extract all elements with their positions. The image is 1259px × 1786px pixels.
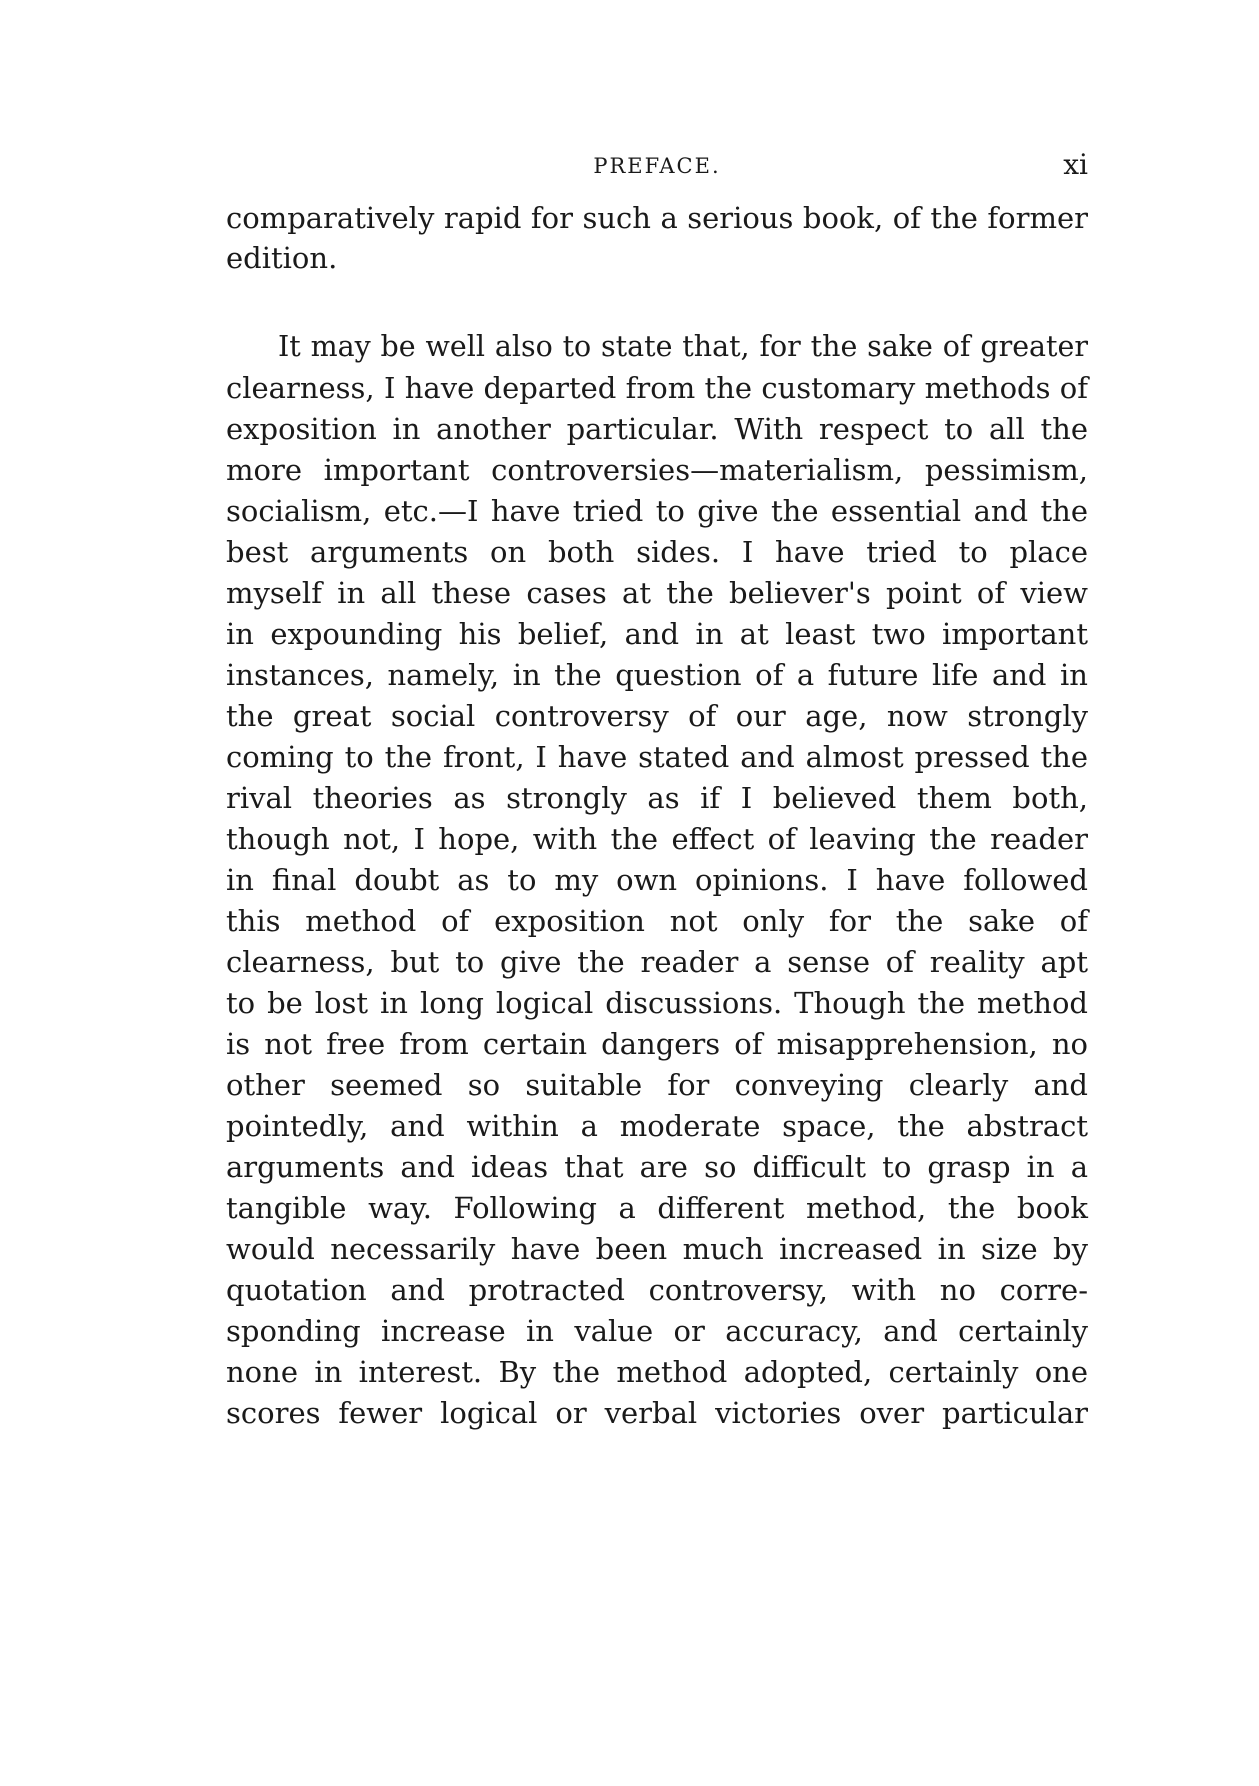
text-line: socialism, etc.—I have tried to give the essential and the [226, 494, 1088, 528]
text-line: is not free from certain dangers of misapprehension, no [226, 1027, 1088, 1061]
text-line: clearness, but to give the reader a sense of reality apt [226, 945, 1088, 979]
text-line: the great social controversy of our age, now strongly [226, 699, 1088, 733]
text-line: this method of exposition not only for the sake of [226, 904, 1088, 938]
text-line: scores fewer logical or verbal victories over particular [226, 1396, 1088, 1430]
text-line: exposition in another particular. With respect to all the [226, 412, 1088, 446]
text-line: myself in all these cases at the believer's point of view [226, 576, 1088, 610]
text-line: would necessarily have been much increased in size by [226, 1232, 1088, 1266]
text-line: more important controversies—materialism, pessimism, [226, 453, 1088, 487]
running-head [226, 148, 1088, 188]
text-line: instances, namely, in the question of a future life and in [226, 658, 1088, 692]
text-line: It may be well also to state that, for the sake of greater [278, 330, 1088, 363]
text-line: in final doubt as to my own opinions. I have followed [226, 863, 1088, 897]
text-line: rival theories as strongly as if I believed them both, [226, 781, 1088, 815]
text-line: comparatively rapid for such a serious book, of the former [226, 201, 1088, 235]
text-line: though not, I hope, with the effect of leaving the reader [226, 822, 1088, 856]
text-line: clearness, I have departed from the customary methods of [226, 371, 1088, 405]
text-line: pointedly, and within a moderate space, the abstract [226, 1109, 1088, 1143]
text-line: coming to the front, I have stated and almost pressed the [226, 740, 1088, 774]
text-line: best arguments on both sides. I have tried to place [226, 535, 1088, 569]
text-line: sponding increase in value or accuracy, and certainly [226, 1314, 1088, 1348]
text-line: none in interest. By the method adopted, certainly one [226, 1355, 1088, 1389]
page-number: xi [1063, 148, 1088, 181]
text-line: quotation and protracted controversy, with no corre- [226, 1273, 1088, 1307]
text-line: arguments and ideas that are so difficult to grasp in a [226, 1150, 1088, 1184]
text-line: to be lost in long logical discussions. Though the method [226, 986, 1088, 1020]
text-line: edition. [226, 241, 338, 275]
text-line: other seemed so suitable for conveying clearly and [226, 1068, 1088, 1102]
text-line: tangible way. Following a different method, the book [226, 1191, 1088, 1225]
text-line: in expounding his belief, and in at least two important [226, 617, 1088, 651]
running-title: PREFACE. [593, 154, 721, 178]
